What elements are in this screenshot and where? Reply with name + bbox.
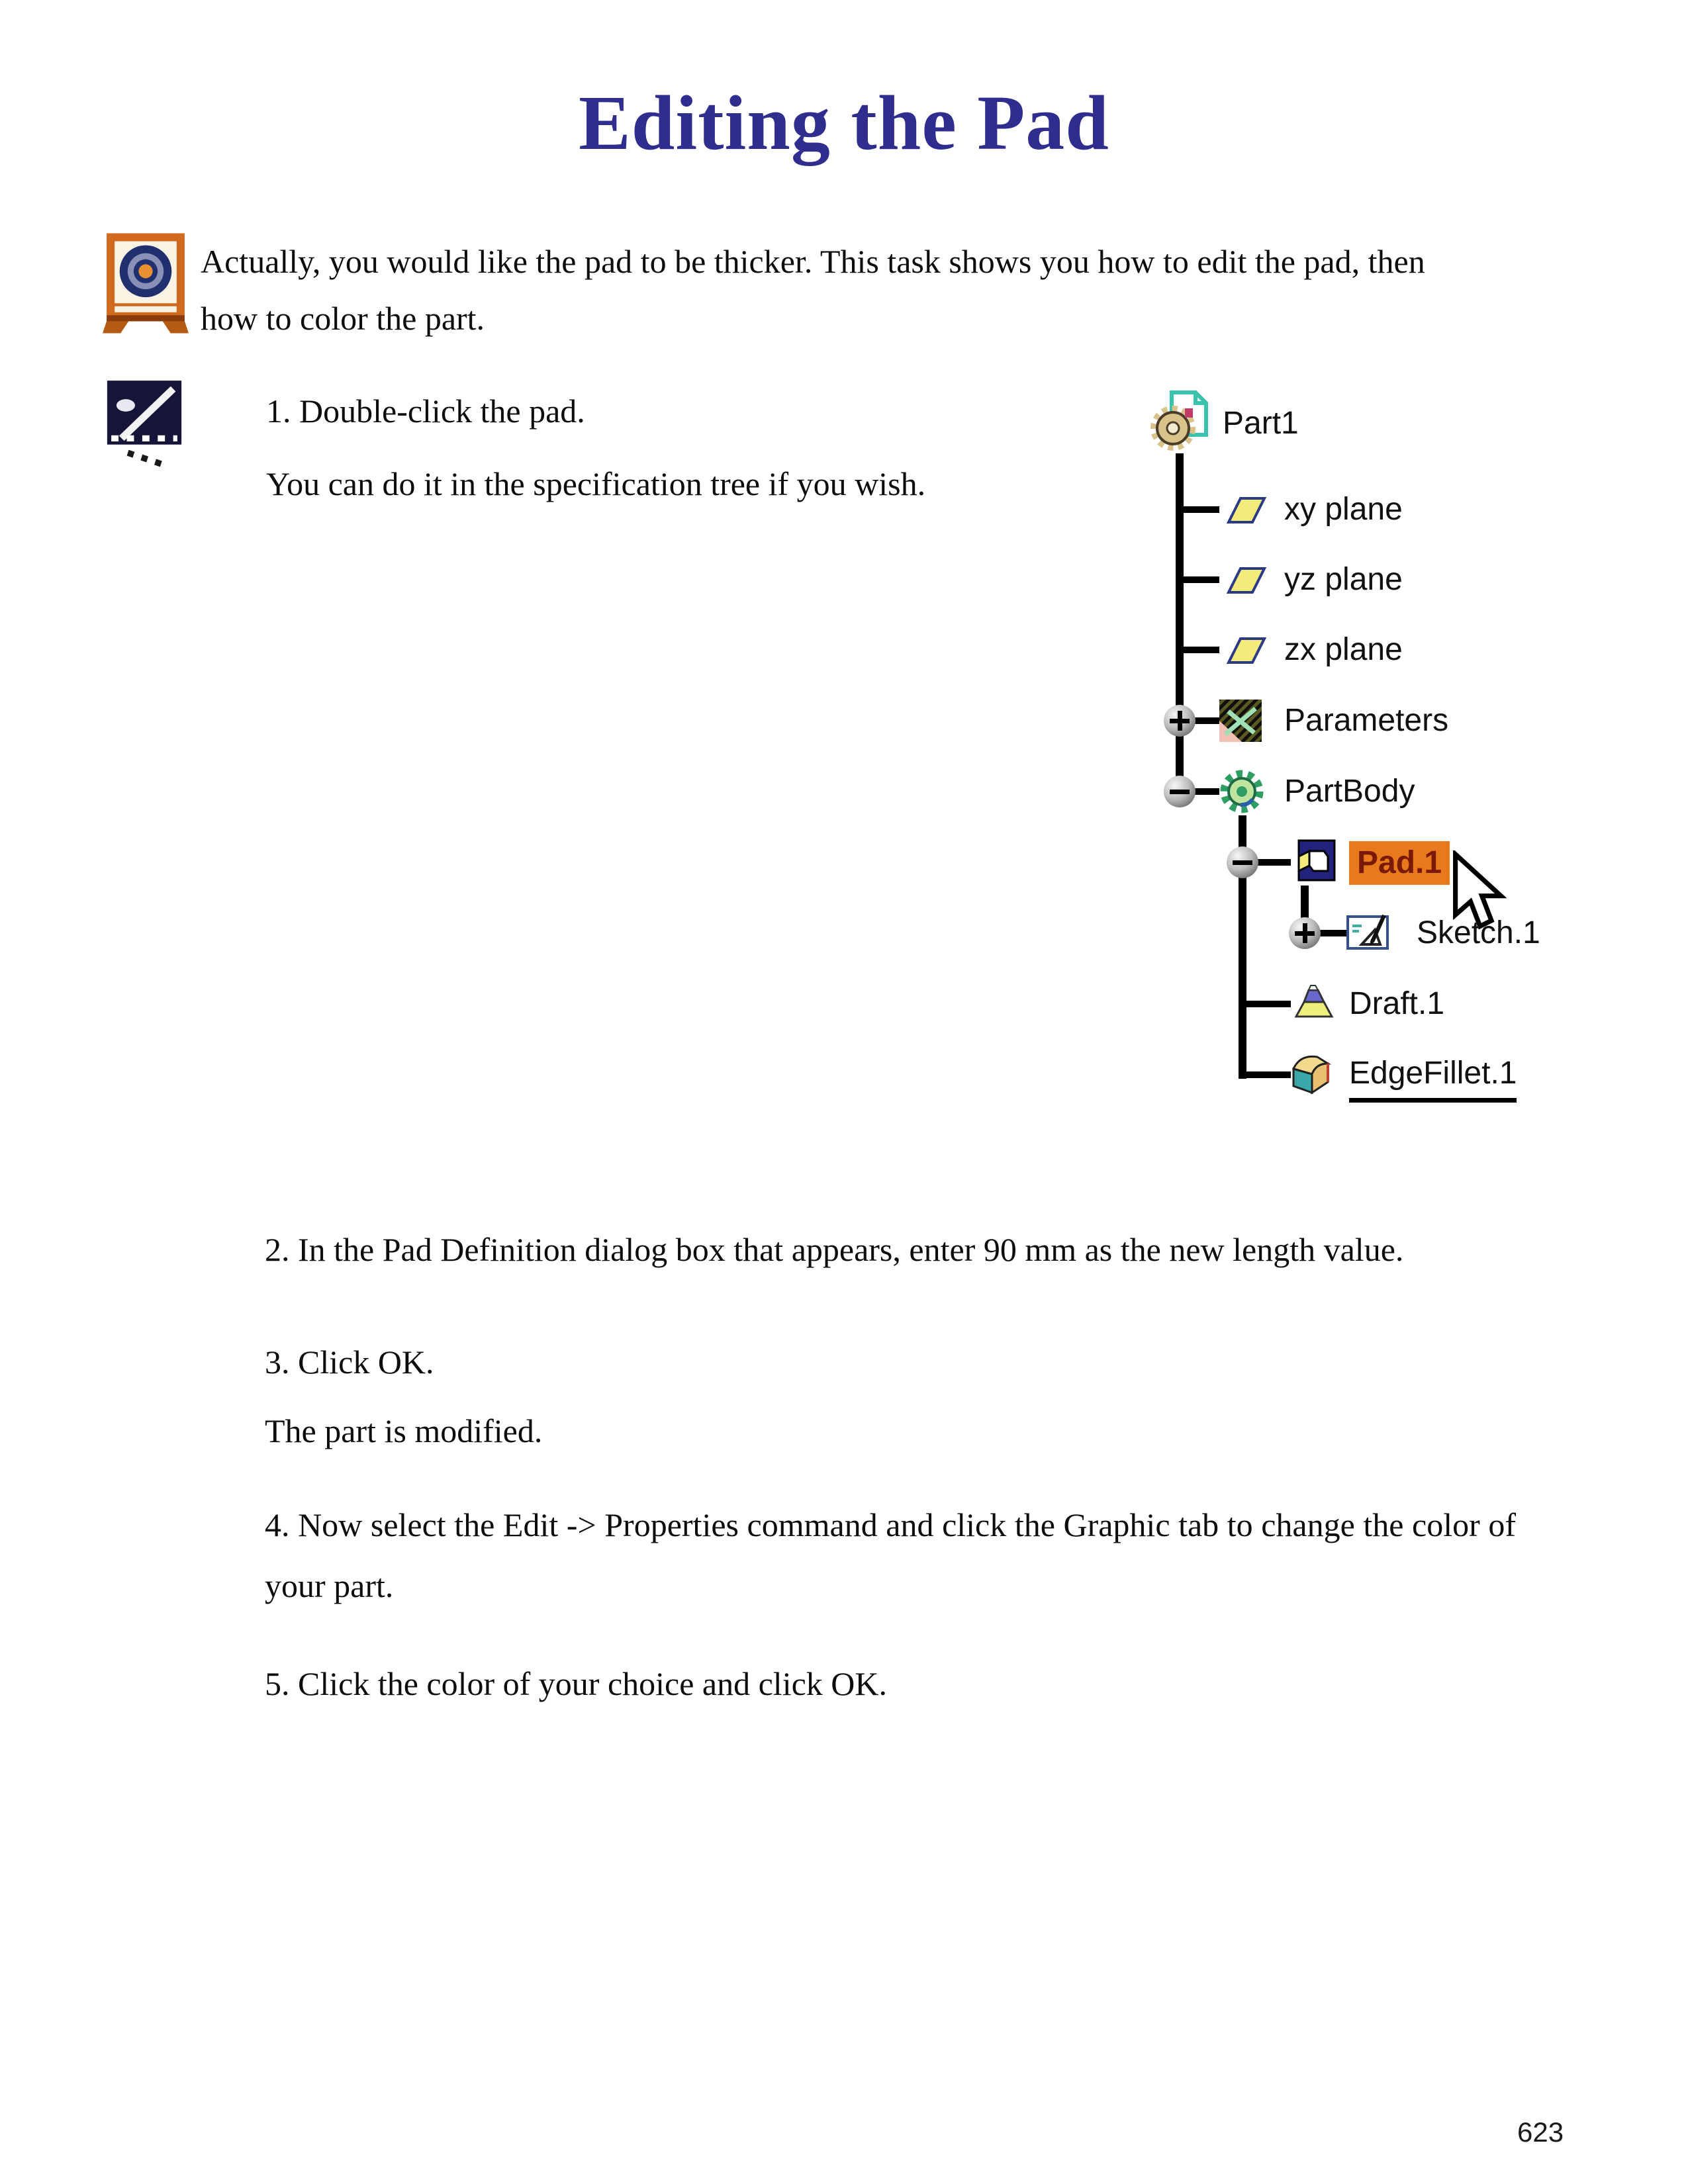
pad-icon <box>1289 839 1336 889</box>
plane-icon <box>1218 493 1268 531</box>
step-1: 1. Double-click the pad. <box>266 392 585 430</box>
specification-tree <box>1122 387 1599 1142</box>
step-1-note: You can do it in the specification tree if you wish. <box>266 465 926 502</box>
edgefillet-icon <box>1289 1052 1337 1100</box>
partbody-icon <box>1218 768 1266 819</box>
part-icon <box>1150 388 1213 457</box>
expand-plus-node-parameters[interactable] <box>1164 705 1196 737</box>
branch-draft <box>1239 1001 1291 1007</box>
branch-edgefillet <box>1239 1071 1291 1078</box>
tree-trunk-line <box>1176 453 1184 796</box>
page-number: 623 <box>1517 2116 1564 2148</box>
result-text: The part is modified. <box>265 1412 543 1449</box>
step-3: 3. Click OK. <box>265 1343 434 1381</box>
branch-xy <box>1176 506 1219 513</box>
task-icon <box>105 379 184 467</box>
tree-item-edgefillet1[interactable]: EdgeFillet.1 <box>1349 1052 1517 1103</box>
plane-icon <box>1218 633 1268 671</box>
parameters-icon <box>1218 698 1263 747</box>
draft-icon <box>1289 982 1337 1026</box>
plane-icon <box>1218 563 1268 601</box>
collapse-minus-node-partbody[interactable] <box>1164 776 1196 807</box>
tree-item-pad1-selected[interactable]: Pad.1 <box>1349 841 1450 885</box>
page-title: Editing the Pad <box>579 79 1109 166</box>
branch-sketch <box>1317 930 1347 936</box>
step-2: 2. In the Pad Definition dialog box that appears, enter 90 mm as the new length value. <box>265 1231 1404 1268</box>
branch-yz <box>1176 576 1219 583</box>
tree-item-parameters[interactable]: Parameters <box>1284 703 1449 738</box>
step-5: 5. Click the color of your choice and click OK. <box>265 1665 887 1702</box>
tree-item-yz-plane[interactable]: yz plane <box>1284 562 1403 597</box>
target-icon <box>101 233 191 334</box>
tree-item-draft1[interactable]: Draft.1 <box>1349 986 1445 1021</box>
expand-plus-node-sketch[interactable] <box>1289 917 1321 949</box>
collapse-minus-node-pad[interactable] <box>1227 846 1258 878</box>
branch-pad <box>1254 859 1291 866</box>
sketch-icon <box>1346 910 1393 956</box>
branch-parameters <box>1192 717 1219 724</box>
intro-text: Actually, you would like the pad to be thicker. This task shows you how to edit the pad, then how to color the part. <box>201 243 1425 337</box>
tree-item-zx-plane[interactable]: zx plane <box>1284 632 1403 667</box>
tree-item-xy-plane[interactable]: xy plane <box>1284 492 1403 527</box>
step-4: 4. Now select the Edit -> Properties command and click the Graphic tab to change the color of your part. <box>265 1506 1516 1604</box>
tree-item-part1[interactable]: Part1 <box>1223 406 1299 441</box>
branch-partbody <box>1192 788 1219 795</box>
tree-item-sketch1[interactable]: Sketch.1 <box>1417 915 1540 950</box>
branch-zx <box>1176 647 1219 653</box>
tree-item-partbody[interactable]: PartBody <box>1284 774 1415 809</box>
